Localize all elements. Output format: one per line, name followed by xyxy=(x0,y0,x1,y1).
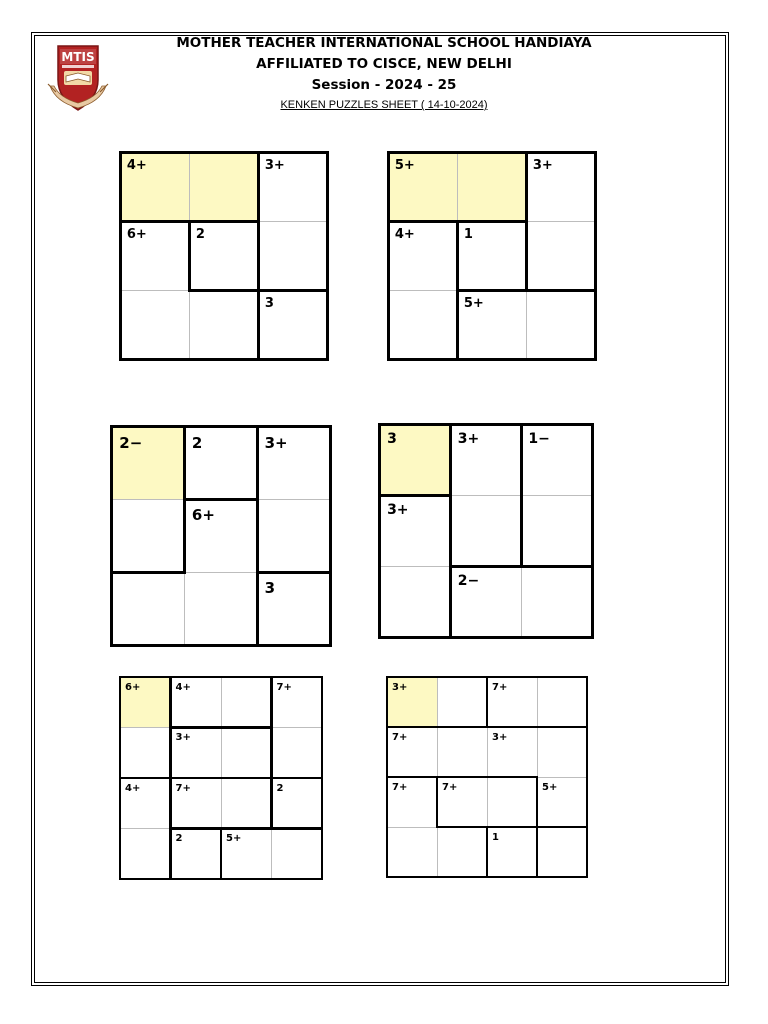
kenken-puzzle-5 xyxy=(120,677,322,879)
puzzle-outer-border xyxy=(386,676,589,879)
school-name: MOTHER TEACHER INTERNATIONAL SCHOOL HANDIAYA xyxy=(176,35,592,51)
cage-clue: 3 xyxy=(264,578,276,597)
cage-clue: 1 xyxy=(492,831,499,843)
cage-clue: 5+ xyxy=(394,158,415,174)
cage-clue: 3+ xyxy=(264,158,285,174)
cage-clue: 2 xyxy=(276,782,284,794)
cage-clue: 2− xyxy=(119,433,143,452)
cage-clue: 3+ xyxy=(264,433,288,452)
puzzle-outer-border xyxy=(119,676,324,881)
cage-clue: 4+ xyxy=(125,782,141,794)
cage-clue: 7+ xyxy=(492,681,508,693)
cage-clue: 6+ xyxy=(125,681,141,693)
cage-clue: 3+ xyxy=(392,681,408,693)
cage-clue: 6+ xyxy=(126,227,147,243)
cage-clue: 3+ xyxy=(492,731,508,743)
cage-clue: 7+ xyxy=(175,782,191,794)
cage-clue: 4+ xyxy=(394,227,415,243)
puzzle-outer-border xyxy=(119,151,329,361)
cage-clue: 1− xyxy=(528,431,550,448)
cage-clue: 2 xyxy=(191,433,203,452)
puzzle-outer-border xyxy=(378,423,594,639)
cage-clue: 4+ xyxy=(126,158,147,174)
cage-clue: 7+ xyxy=(392,731,408,743)
kenken-puzzle-6 xyxy=(387,677,587,877)
cage-clue: 1 xyxy=(463,227,473,243)
cage-clue: 5+ xyxy=(463,296,484,312)
cage-clue: 3+ xyxy=(532,158,553,174)
cage-clue: 7+ xyxy=(276,681,292,693)
cage-clue: 7+ xyxy=(442,781,458,793)
cage-clue: 3+ xyxy=(457,431,480,448)
cage-clue: 2 xyxy=(195,227,205,243)
kenken-puzzle-1 xyxy=(120,152,327,359)
cage-clue: 2− xyxy=(457,572,480,589)
kenken-puzzle-2 xyxy=(388,152,595,359)
kenken-puzzle-4 xyxy=(380,425,592,637)
cage-clue: 5+ xyxy=(226,833,242,845)
cage-clue: 4+ xyxy=(175,681,191,693)
cage-clue: 5+ xyxy=(542,781,558,793)
cage-clue: 7+ xyxy=(392,781,408,793)
sheet-title: KENKEN PUZZLES SHEET ( 14-10-2024) xyxy=(280,99,488,111)
cage-clue: 3 xyxy=(264,296,274,312)
document-header xyxy=(0,33,768,113)
cage-clue: 3+ xyxy=(387,502,409,519)
session: Session - 2024 - 25 xyxy=(311,77,457,93)
cage-clue: 3+ xyxy=(175,732,191,744)
puzzle-outer-border xyxy=(387,151,597,361)
affiliation: AFFILIATED TO CISCE, NEW DELHI xyxy=(256,56,512,72)
cage-clue: 3 xyxy=(387,431,397,448)
puzzle-outer-border xyxy=(110,425,332,647)
kenken-puzzle-3 xyxy=(112,427,330,645)
logo-text: MTIS xyxy=(61,50,95,64)
cage-clue: 6+ xyxy=(191,506,215,525)
cage-clue: 2 xyxy=(175,833,183,845)
